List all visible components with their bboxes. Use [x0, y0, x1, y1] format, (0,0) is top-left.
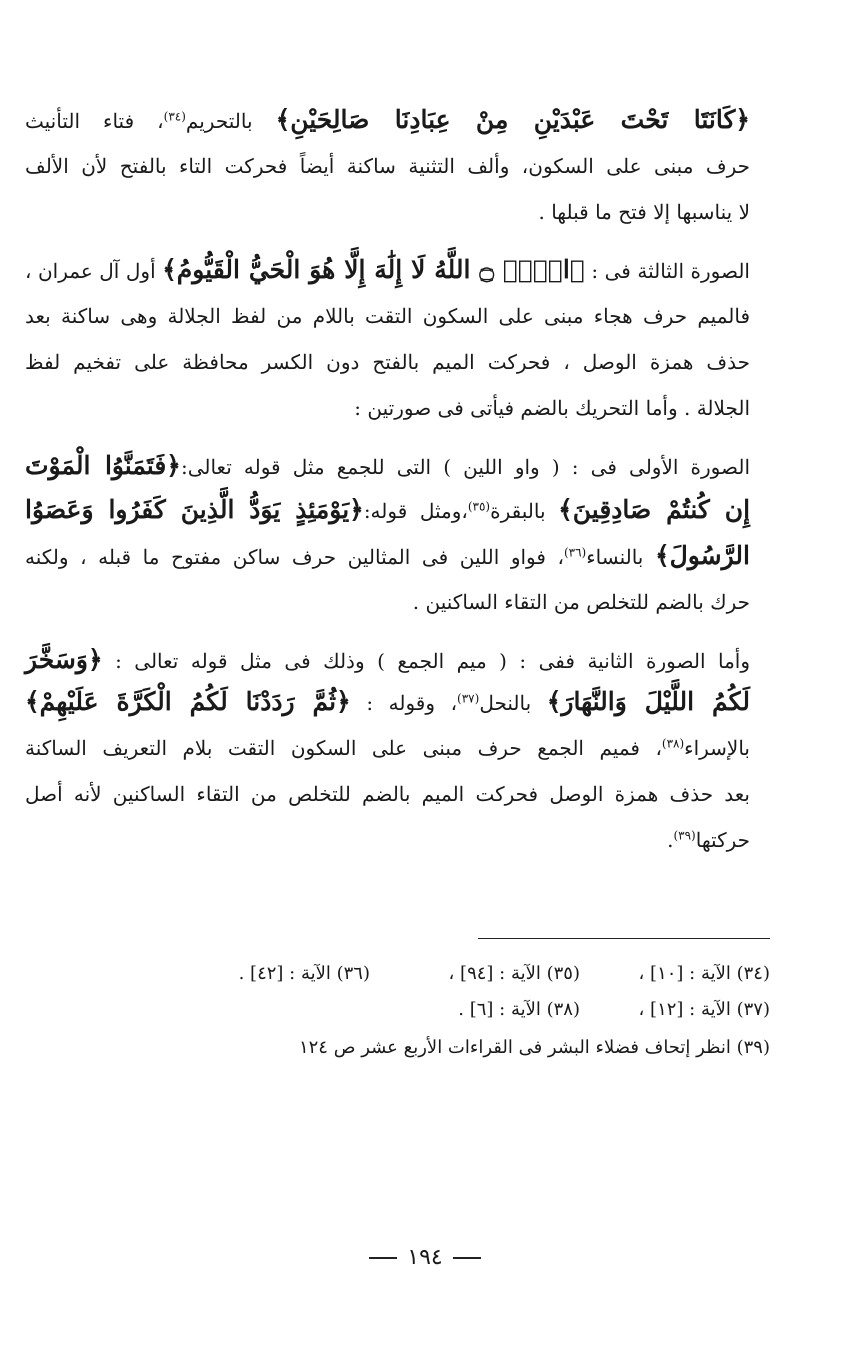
line-text: ، فميم الجمع حرف مبنى على السكون التقت بلام التعريف الساكنة: [25, 736, 662, 760]
footnote-36: (٣٦) الآية : [٤٢] .: [238, 963, 370, 984]
dash-decoration: [369, 1257, 397, 1259]
p4-line-1: [25, 646, 750, 675]
quran-verse: لَكُمُ اللَّيْلَ وَالنَّهَارَ﴾: [546, 687, 751, 716]
page-number: [0, 1245, 850, 1270]
p3-line-2: [25, 496, 750, 525]
sura-name: بالنحل: [479, 691, 547, 715]
quran-verse: ﴿الۤمۤ ۝ اللَّهُ لَا إِلَٰهَ إِلَّا هُوَ الْحَيُّ الْقَيُّومُ﴾: [162, 255, 585, 284]
sura-name: بالبقرة: [490, 499, 559, 523]
footnote-39: (٣٩) انظر إتحاف فضلاء البشر فى القراءات الأربع عشر ص ١٢٤: [298, 1037, 770, 1058]
line-text: الصورة الأولى فى : ( واو اللين ) التى للجمع مثل قوله تعالى:: [180, 455, 751, 479]
quran-verse: ﴿وَسَخَّرَ: [25, 645, 103, 674]
quran-verse: ﴿كَانَتَا تَحْتَ عَبْدَيْنِ مِنْ عِبَادِنَا صَالِحَيْنِ﴾: [275, 105, 750, 134]
quran-verse: ﴿يَوْمَئِذٍ يَوَدُّ الَّذِينَ كَفَرُوا وَعَصَوُا: [25, 495, 364, 524]
footnote-ref-37[interactable]: (٣٧): [457, 691, 480, 706]
page-number-text: ١٩٤: [407, 1245, 443, 1270]
footnote-ref-39[interactable]: (٣٩): [673, 828, 696, 843]
footnote-ref-36[interactable]: (٣٦): [563, 545, 587, 560]
quran-verse: ﴿فَتَمَنَّوُا الْمَوْتَ: [25, 451, 181, 480]
quran-verse: إِن كُنتُمْ صَادِقِينَ﴾: [558, 495, 751, 524]
p4-line-4: بعد حذف همزة الوصل فحركت الميم بالضم للتخلص من التقاء الساكنين لأنه أصل: [25, 782, 750, 806]
sura-name: بالتحريم: [185, 109, 276, 133]
line-text: حركتها: [695, 828, 750, 852]
p1-line-2: حرف مبنى على السكون، وألف التثنية ساكنة أيضاً فحركت التاء بالفتح لأن الألف: [25, 154, 750, 178]
p3-line-3: [25, 542, 750, 571]
line-text: ، وقوله :: [350, 691, 458, 715]
p2-line-2: فالميم حرف هجاء مبنى على السكون التقت باللام من لفظ الجلالة وهى ساكنة بعد: [25, 304, 750, 328]
footnote-ref-35[interactable]: (٣٥): [467, 499, 491, 514]
quran-verse: الرَّسُولَ﴾: [654, 541, 750, 570]
footnote-ref-34[interactable]: (٣٤): [163, 109, 186, 124]
line-text: ،ومثل قوله:: [363, 499, 468, 523]
p3-line-4: حرك بالضم للتخلص من التقاء الساكنين .: [412, 590, 750, 614]
p2-line-1: [25, 256, 750, 285]
p3-line-1: [25, 452, 750, 481]
line-text: الصورة الثالثة فى :: [584, 259, 750, 283]
p2-line-4: الجلالة . وأما التحريك بالضم فيأتى فى صورتين :: [354, 396, 750, 420]
sura-name: بالنساء: [586, 545, 655, 569]
p4-line-5: [25, 826, 750, 854]
footnotes-row-2: [458, 998, 770, 1022]
footnote-38: (٣٨) الآية : [٦] .: [458, 999, 580, 1020]
line-text: ، فتاء التأنيث: [25, 109, 164, 133]
line-text: وأما الصورة الثانية ففى : ( ميم الجمع ) وذلك فى مثل قوله تعالى :: [102, 649, 750, 673]
p2-line-3: حذف همزة الوصل ، فحركت الميم بالفتح دون الكسر محافظة على تفخيم لفظ: [25, 350, 750, 374]
line-text: .: [667, 828, 674, 852]
footnote-37: (٣٧) الآية : [١٢] ،: [638, 999, 770, 1020]
sura-name: بالإسراء: [684, 736, 750, 760]
line-text: أول آل عمران ،: [25, 259, 163, 283]
dash-decoration: [453, 1257, 481, 1259]
line-text: ، فواو اللين فى المثالين حرف ساكن مفتوح ما قبله ، ولكنه: [25, 545, 564, 569]
p4-line-3: [25, 734, 750, 762]
p1-line-3: لا يناسبها إلا فتح ما قبلها .: [538, 200, 750, 224]
p1-line-1: [25, 106, 750, 135]
p4-line-2: [25, 688, 750, 717]
footnotes-row-1: [239, 962, 770, 986]
footnote-35: (٣٥) الآية : [٩٤] ،: [448, 963, 580, 984]
footnote-ref-38[interactable]: (٣٨): [661, 736, 685, 751]
footnote-34: (٣٤) الآية : [١٠] ،: [638, 963, 770, 984]
footnote-divider: [478, 938, 770, 939]
quran-verse: ﴿ثُمَّ رَدَدْنَا لَكُمُ الْكَرَّةَ عَلَيْهِمْ﴾: [25, 687, 351, 716]
